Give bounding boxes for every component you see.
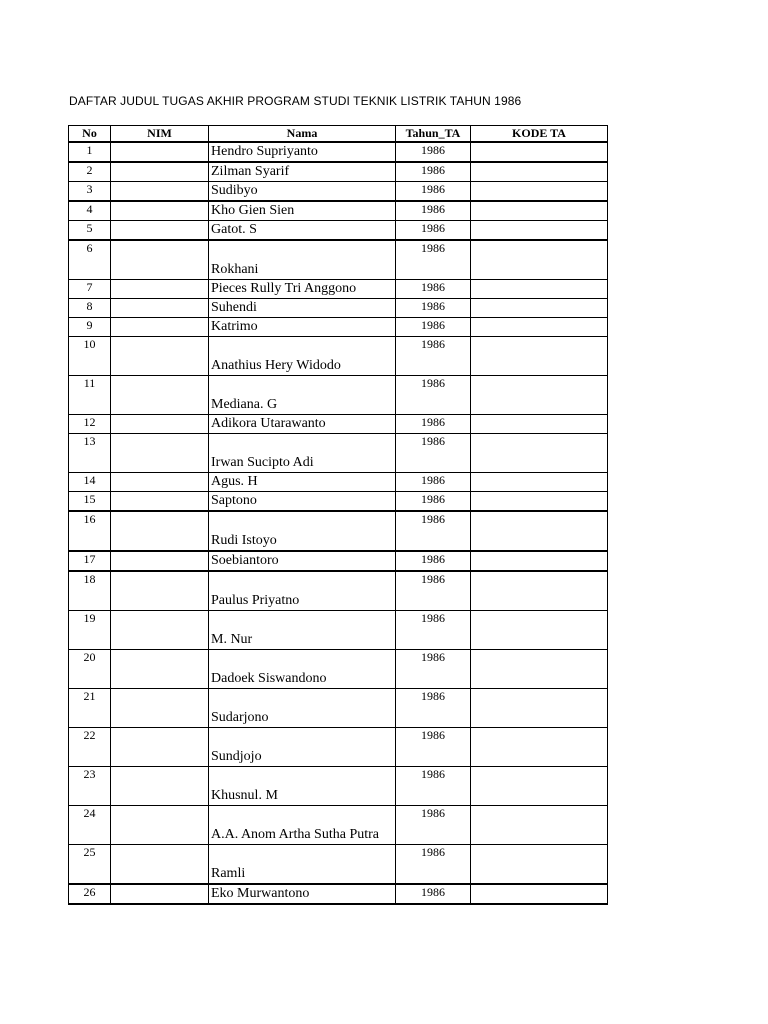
no-cell: 17: [69, 551, 111, 571]
no-cell: 18: [69, 571, 111, 611]
no-cell: 25: [69, 845, 111, 885]
name-cell: Pieces Rully Tri Anggono: [209, 280, 396, 299]
kode-cell: [471, 492, 608, 512]
no-cell: 12: [69, 415, 111, 434]
nim-cell: [111, 473, 209, 492]
header-no: No: [69, 126, 111, 143]
table-row: [69, 611, 608, 650]
tahun-cell: 1986: [396, 221, 471, 241]
tahun-cell: 1986: [396, 337, 471, 376]
nim-cell: [111, 728, 209, 767]
kode-cell: [471, 376, 608, 415]
tahun-cell: 1986: [396, 240, 471, 280]
table-row: [69, 240, 608, 280]
tahun-cell: 1986: [396, 806, 471, 845]
table-row: [69, 884, 608, 904]
tahun-cell: 1986: [396, 511, 471, 551]
nim-cell: [111, 299, 209, 318]
table-header-row: [69, 126, 608, 143]
no-cell: 14: [69, 473, 111, 492]
kode-cell: [471, 299, 608, 318]
table-row: [69, 650, 608, 689]
tahun-cell: 1986: [396, 845, 471, 885]
name-cell: Sudibyo: [209, 182, 396, 202]
name-cell: Katrimo: [209, 318, 396, 337]
no-cell: 19: [69, 611, 111, 650]
nim-cell: [111, 689, 209, 728]
name-cell: Dadoek Siswandono: [209, 650, 396, 689]
name-cell: Agus. H: [209, 473, 396, 492]
nim-cell: [111, 376, 209, 415]
table-row: [69, 551, 608, 571]
tahun-cell: 1986: [396, 767, 471, 806]
name-cell: Adikora Utarawanto: [209, 415, 396, 434]
nim-cell: [111, 201, 209, 221]
nim-cell: [111, 611, 209, 650]
kode-cell: [471, 318, 608, 337]
nim-cell: [111, 337, 209, 376]
table-row: [69, 845, 608, 885]
tahun-cell: 1986: [396, 142, 471, 162]
tahun-cell: 1986: [396, 689, 471, 728]
no-cell: 2: [69, 162, 111, 182]
tahun-cell: 1986: [396, 299, 471, 318]
kode-cell: [471, 201, 608, 221]
table-row: [69, 337, 608, 376]
table-row: [69, 728, 608, 767]
no-cell: 7: [69, 280, 111, 299]
no-cell: 15: [69, 492, 111, 512]
table-body: [69, 142, 608, 904]
header-kode: KODE TA: [471, 126, 608, 143]
nim-cell: [111, 571, 209, 611]
tahun-cell: 1986: [396, 280, 471, 299]
kode-cell: [471, 182, 608, 202]
table-row: [69, 689, 608, 728]
nim-cell: [111, 280, 209, 299]
name-cell: Sudarjono: [209, 689, 396, 728]
table-row: [69, 201, 608, 221]
name-cell: Mediana. G: [209, 376, 396, 415]
nim-cell: [111, 318, 209, 337]
table-row: [69, 280, 608, 299]
student-table: [68, 125, 608, 905]
tahun-cell: 1986: [396, 162, 471, 182]
nim-cell: [111, 415, 209, 434]
name-cell: Gatot. S: [209, 221, 396, 241]
nim-cell: [111, 492, 209, 512]
table-row: [69, 511, 608, 551]
name-cell: Paulus Priyatno: [209, 571, 396, 611]
name-cell: Sundjojo: [209, 728, 396, 767]
nim-cell: [111, 767, 209, 806]
name-cell: Irwan Sucipto Adi: [209, 434, 396, 473]
tahun-cell: 1986: [396, 473, 471, 492]
no-cell: 3: [69, 182, 111, 202]
table-row: [69, 571, 608, 611]
header-nim: NIM: [111, 126, 209, 143]
kode-cell: [471, 280, 608, 299]
tahun-cell: 1986: [396, 551, 471, 571]
tahun-cell: 1986: [396, 728, 471, 767]
name-cell: Rokhani: [209, 240, 396, 280]
nim-cell: [111, 182, 209, 202]
header-tahun: Tahun_TA: [396, 126, 471, 143]
table-row: [69, 221, 608, 241]
no-cell: 11: [69, 376, 111, 415]
nim-cell: [111, 142, 209, 162]
no-cell: 20: [69, 650, 111, 689]
no-cell: 22: [69, 728, 111, 767]
table-row: [69, 473, 608, 492]
name-cell: Hendro Supriyanto: [209, 142, 396, 162]
nim-cell: [111, 884, 209, 904]
tahun-cell: 1986: [396, 650, 471, 689]
table-row: [69, 299, 608, 318]
table-row: [69, 434, 608, 473]
table-row: [69, 767, 608, 806]
nim-cell: [111, 551, 209, 571]
table-row: [69, 492, 608, 512]
no-cell: 13: [69, 434, 111, 473]
table-row: [69, 806, 608, 845]
table-row: [69, 376, 608, 415]
tahun-cell: 1986: [396, 201, 471, 221]
name-cell: Saptono: [209, 492, 396, 512]
tahun-cell: 1986: [396, 318, 471, 337]
table-row: [69, 182, 608, 202]
kode-cell: [471, 767, 608, 806]
no-cell: 6: [69, 240, 111, 280]
kode-cell: [471, 551, 608, 571]
table-row: [69, 318, 608, 337]
header-nama: Nama: [209, 126, 396, 143]
kode-cell: [471, 434, 608, 473]
no-cell: 23: [69, 767, 111, 806]
no-cell: 9: [69, 318, 111, 337]
kode-cell: [471, 571, 608, 611]
tahun-cell: 1986: [396, 182, 471, 202]
tahun-cell: 1986: [396, 571, 471, 611]
no-cell: 21: [69, 689, 111, 728]
name-cell: Ramli: [209, 845, 396, 885]
no-cell: 8: [69, 299, 111, 318]
kode-cell: [471, 650, 608, 689]
kode-cell: [471, 611, 608, 650]
nim-cell: [111, 162, 209, 182]
kode-cell: [471, 884, 608, 904]
kode-cell: [471, 142, 608, 162]
nim-cell: [111, 845, 209, 885]
name-cell: Eko Murwantono: [209, 884, 396, 904]
kode-cell: [471, 728, 608, 767]
name-cell: Suhendi: [209, 299, 396, 318]
nim-cell: [111, 650, 209, 689]
tahun-cell: 1986: [396, 884, 471, 904]
no-cell: 16: [69, 511, 111, 551]
kode-cell: [471, 162, 608, 182]
nim-cell: [111, 806, 209, 845]
nim-cell: [111, 240, 209, 280]
tahun-cell: 1986: [396, 376, 471, 415]
document-title: DAFTAR JUDUL TUGAS AKHIR PROGRAM STUDI TEKNIK LISTRIK TAHUN 1986: [69, 94, 522, 108]
kode-cell: [471, 221, 608, 241]
kode-cell: [471, 806, 608, 845]
no-cell: 4: [69, 201, 111, 221]
table-row: [69, 415, 608, 434]
name-cell: A.A. Anom Artha Sutha Putra: [209, 806, 396, 845]
no-cell: 10: [69, 337, 111, 376]
kode-cell: [471, 473, 608, 492]
no-cell: 1: [69, 142, 111, 162]
nim-cell: [111, 434, 209, 473]
nim-cell: [111, 221, 209, 241]
no-cell: 24: [69, 806, 111, 845]
name-cell: Khusnul. M: [209, 767, 396, 806]
kode-cell: [471, 511, 608, 551]
nim-cell: [111, 511, 209, 551]
name-cell: Anathius Hery Widodo: [209, 337, 396, 376]
tahun-cell: 1986: [396, 492, 471, 512]
kode-cell: [471, 689, 608, 728]
kode-cell: [471, 240, 608, 280]
kode-cell: [471, 845, 608, 885]
table-row: [69, 162, 608, 182]
name-cell: Zilman Syarif: [209, 162, 396, 182]
name-cell: M. Nur: [209, 611, 396, 650]
name-cell: Rudi Istoyo: [209, 511, 396, 551]
kode-cell: [471, 337, 608, 376]
kode-cell: [471, 415, 608, 434]
tahun-cell: 1986: [396, 434, 471, 473]
name-cell: Soebiantoro: [209, 551, 396, 571]
tahun-cell: 1986: [396, 611, 471, 650]
name-cell: Kho Gien Sien: [209, 201, 396, 221]
no-cell: 26: [69, 884, 111, 904]
table-row: [69, 142, 608, 162]
no-cell: 5: [69, 221, 111, 241]
tahun-cell: 1986: [396, 415, 471, 434]
